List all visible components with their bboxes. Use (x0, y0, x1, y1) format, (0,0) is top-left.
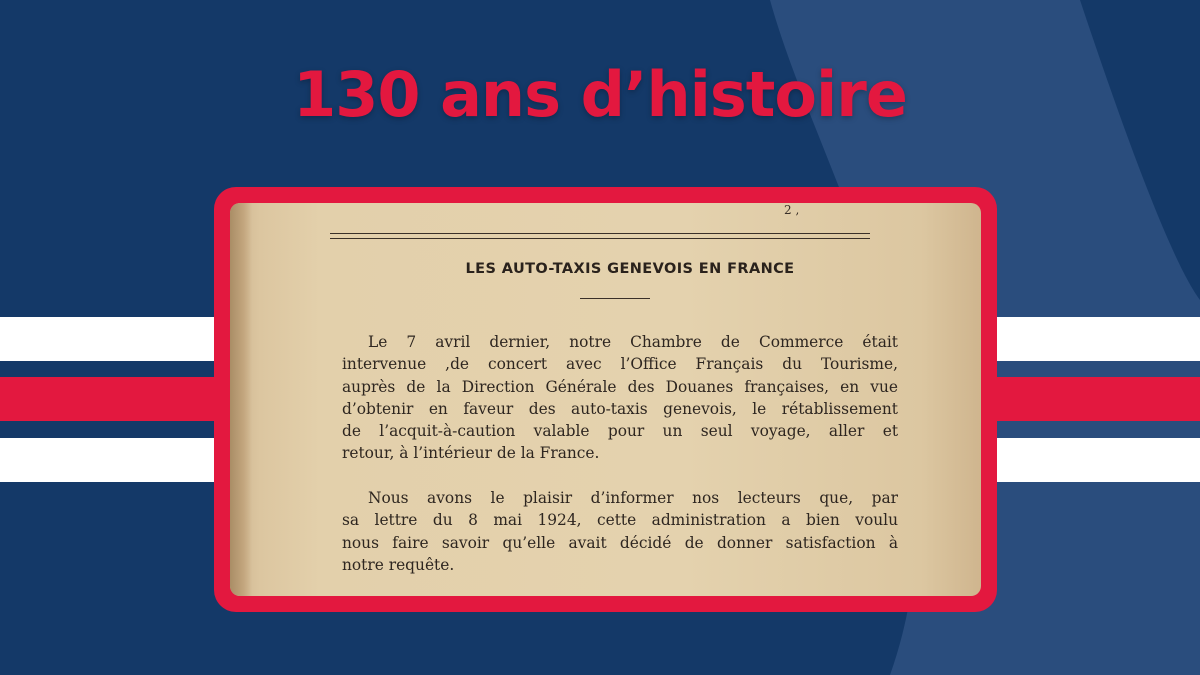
paragraph-line: Nous avons le plaisir d’informer nos lecteurs que, par (368, 489, 898, 507)
document-frame (214, 187, 997, 612)
paragraph-line: notre requête. (342, 555, 455, 574)
double-rule-divider (330, 233, 870, 239)
headline-underline (580, 298, 650, 299)
paragraph-line: sa lettre du 8 mai 1924, cette administration a bien voulu (342, 511, 898, 530)
article-paragraph-1 (342, 331, 898, 465)
paragraph-line: auprès de la Direction Générale des Douanes françaises, en vue (342, 377, 898, 396)
article-paragraph-2 (342, 487, 898, 576)
paragraph-line: Le 7 avril dernier, notre Chambre de Commerce était (368, 333, 898, 351)
article-headline: LES AUTO-TAXIS GENEVOIS EN FRANCE (465, 261, 795, 277)
page-corner-mark: 2 , (784, 203, 800, 217)
scanned-document (230, 203, 981, 596)
paragraph-line: de l’acquit-à-caution valable pour un seul voyage, aller et (342, 422, 898, 441)
page-spine-shadow (230, 203, 252, 596)
page-title: 130 ans d’histoire (293, 58, 907, 131)
paragraph-line: intervenue ,de concert avec l’Office Français du Tourisme, (342, 355, 898, 374)
paragraph-line: retour, à l’intérieur de la France. (342, 444, 600, 463)
paragraph-line: d’obtenir en faveur des auto-taxis genevois, le rétablissement (342, 399, 898, 418)
paragraph-line: nous faire savoir qu’elle avait décidé de donner satisfaction à (342, 533, 898, 552)
